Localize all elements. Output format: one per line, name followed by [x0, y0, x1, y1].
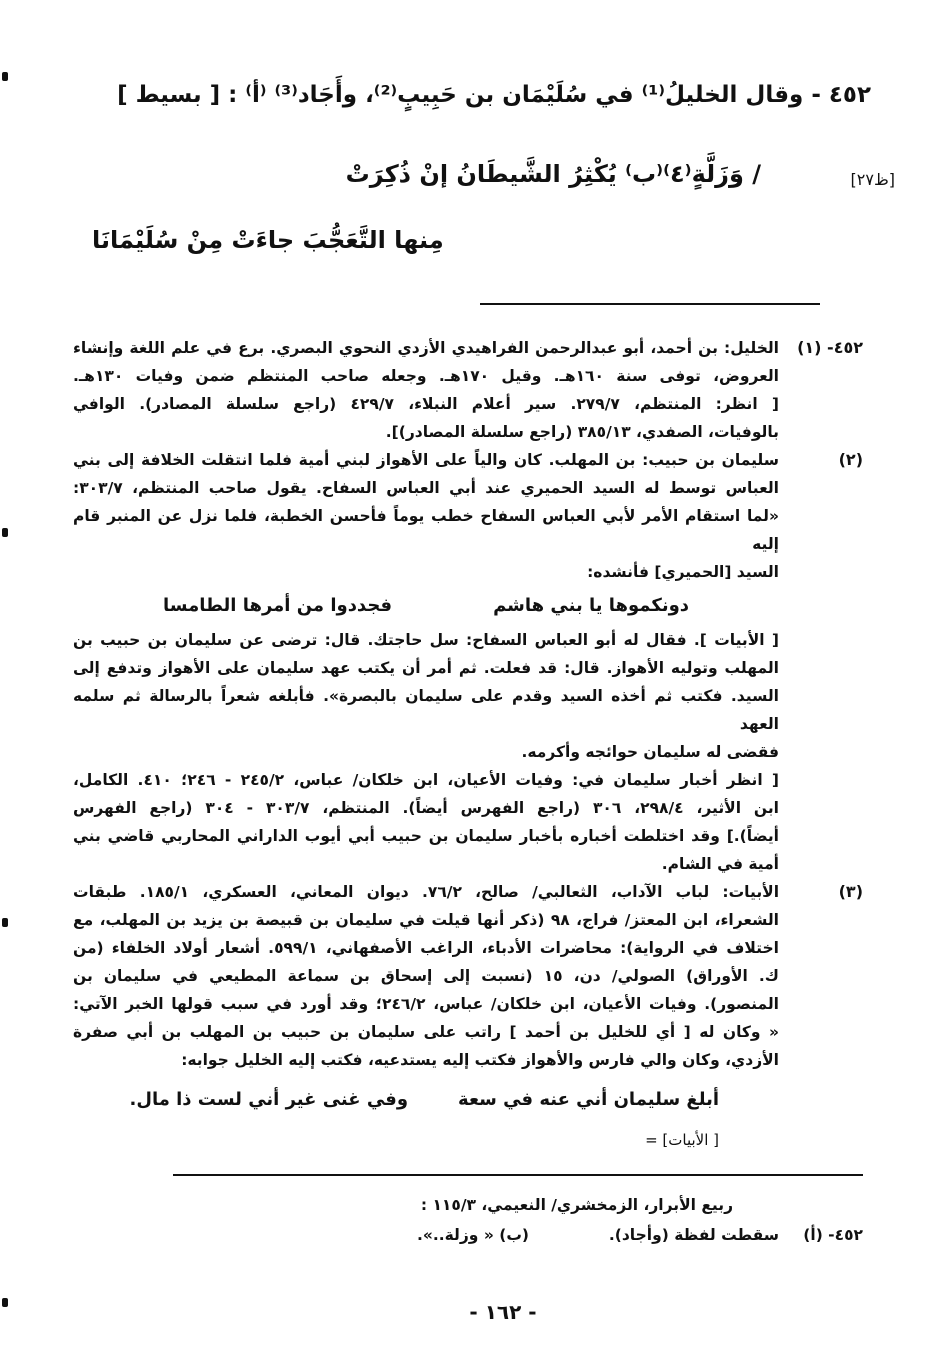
footnote-number: (٣) [838, 882, 863, 901]
footnote-line: بالوفيات، الصفدي، ٣٨٥/١٣ (راجع سلسلة المصادر)]. [385, 423, 779, 441]
verse-hemistich: وفي غنى غير أني لست ذا مال. [129, 1089, 409, 1110]
manuscript-folio-note: [ظ٢٧] [850, 170, 895, 189]
verse-hemistich: أبلغ سليمان أني عنه في سعة [458, 1089, 719, 1110]
scan-mark [2, 72, 8, 81]
footnote-number: (٢) [838, 450, 863, 469]
footnote-line: المنصور). وفيات الأعيان، ابن خلكان/ عباس، ٢٤٦/٢؛ وقد أورد في سبب قولها الخبر الآتي: [73, 995, 779, 1013]
quoted-verse [73, 586, 779, 626]
verse-hemistich: دونكموها يا بني هاشم [493, 595, 689, 616]
variant-a: سقطت لفظة (وأجاد). [608, 1226, 779, 1244]
scan-mark [2, 918, 8, 927]
footnote-line: [ الأبيات ]. فقال له أبو العباس السفاح: سل حاجتك. قال: ترضى عن سليمان بن حبيب بن [73, 631, 779, 649]
footnote-line: العباس توسط له السيد الحميري عند أبي العباس السفاح. يقول صاحب المنتظم، ٣٠٣/٧: [73, 479, 779, 497]
footnote-line: السيد. فكتب ثم أخذه السيد وقدم على سليمان بالبصرة». فأبلغه شعراً بالرسالة ثم سلمه العهد [73, 687, 779, 733]
footnote-line: العروض، توفى سنة ١٦٠هـ. وقيل ١٧٠هـ. وجعله صاحب المنتظم ضمن وفيات ١٣٠هـ. [73, 367, 779, 385]
scan-mark [2, 528, 8, 537]
variant-b: (ب) « وزلة..». [416, 1226, 529, 1244]
footnote [73, 878, 863, 1160]
footnote [73, 334, 863, 446]
scan-mark [2, 1298, 8, 1307]
footnote-line: فقضى له سليمان حوائجه وأكرمه. [521, 743, 779, 761]
continued-footnote: ربيع الأبرار، الزمخشري/ النعيمي، ١١٥/٣ : [420, 1196, 733, 1214]
footnote-line: أيضاً).] وقد اختلطت أخباره بأخبار سليمان بن حبيب أبي أيوب الداراني المحاربي قاضي بني [73, 827, 779, 845]
variants-separator [173, 1174, 863, 1176]
footnote-line: « وكان له [ أي للخليل بن أحمد ] راتب على سليمان بن حبيب بن المهلب بن أبي صفرة [73, 1023, 779, 1041]
page-number: - ١٦٢ - [469, 1300, 537, 1324]
footnote-line: الشعراء، ابن المعتز/ فراج، ٩٨ (ذكر أنها قيلت في سليمان بن قبيصة بن يزيد بن المهلب، مع [73, 911, 779, 929]
footnote [73, 446, 863, 878]
footnote-line: الأزدي، وكان والي فارس والأهواز فكتب إليه يستدعيه، فكتب إليه الخليل جوابه: [181, 1051, 779, 1069]
verse-hemistich: فجددوا من أمرها الطامسا [163, 595, 393, 616]
footnote-line: سليمان بن حبيب: بن المهلب. كان والياً على الأهواز لبني أمية فلما انتقلت الخلافة إلى بني [73, 451, 779, 469]
footnote-separator [480, 303, 820, 305]
footnotes [73, 334, 863, 1160]
poem-verse-second-hemistich: مِنها التَّعَجُّبَ جاءَتْ مِنْ سُلَيْمَانَا [92, 226, 444, 254]
page-lower-area [73, 334, 863, 1324]
footnote-line: ابن الأثير، ٢٩٨/٤، ٣٠٦ (راجع الفهرس أيضاً). المنتظم، ٣٠٣/٧ - ٣٠٤ (راجع الفهرس [73, 799, 779, 817]
footnote-line: الأبيات: لباب الآداب، الثعالبي/ صالح، ٧٦/٢. ديوان المعاني، العسكري، ١٨٥/١. طبقات [73, 883, 780, 901]
entry-heading: ٤٥٢ - وقال الخليلُ⁽¹⁾ في سُلَيْمَان بن حَبِيبٍ⁽²⁾، وأَجَاد⁽³⁾ ⁽أ⁾ : [ بسيط ] [117, 82, 871, 108]
footnote-line: السيد [الحميري] فأنشده: [587, 563, 779, 581]
footnote-line: اختلاف في الرواية): محاضرات الأدباء، الراغب الأصفهاني، ٥٩٩/١. أشعار أولاد الخلفاء (من [73, 939, 779, 957]
poem-verse-first-hemistich: / وَزَلَّةٍ⁽٤⁾⁽ب⁾ يُكْثِرُ الشَّيطَانُ إنْ ذُكِرَتْ [345, 160, 761, 188]
variant-number: ٤٥٢- (أ) [803, 1226, 863, 1244]
footnote-line: [ انظر أخبار سليمان في: وفيات الأعيان، ابن خلكان/ عباس، ٢٤٥/٢ - ٢٤٦؛ ٤١٠. الكامل، [73, 771, 780, 789]
footnote-line: أمية في الشام. [661, 855, 779, 873]
footnote-line: المهلب وتوليه الأهواز. قال: قد فعلت. ثم أمر أن يكتب عهد سليمان على الأهواز وتدفع إلى [73, 659, 779, 677]
footnote-line: «لما استقام الأمر لأبي العباس السفاح خطب يوماً فأحسن الخطبة، فلما نزل عن المنبر قام إليه [73, 507, 779, 553]
footnote-line: الخليل: بن أحمد، أبو عبدالرحمن الفراهيدي الأزدي النحوي البصري. برع في علم اللغة وإنشاء [73, 339, 779, 357]
footnote-line: ك. الأوراق) الصولي/ دن، ١٥ (نسبت إلى إسحاق بن سماعة المطيعي في سليمان بن [73, 967, 779, 985]
quoted-verse [73, 1080, 719, 1160]
variant-notes [73, 1190, 863, 1250]
footnote-number: ٤٥٢- (١) [797, 338, 863, 357]
verse-continuation: [ الأبيات] = [645, 1131, 719, 1149]
footnote-line: [ انظر: المنتظم، ٢٧٩/٧. سير أعلام النبلاء، ٤٢٩/٧ (راجع سلسلة المصادر). الوافي [73, 395, 779, 413]
